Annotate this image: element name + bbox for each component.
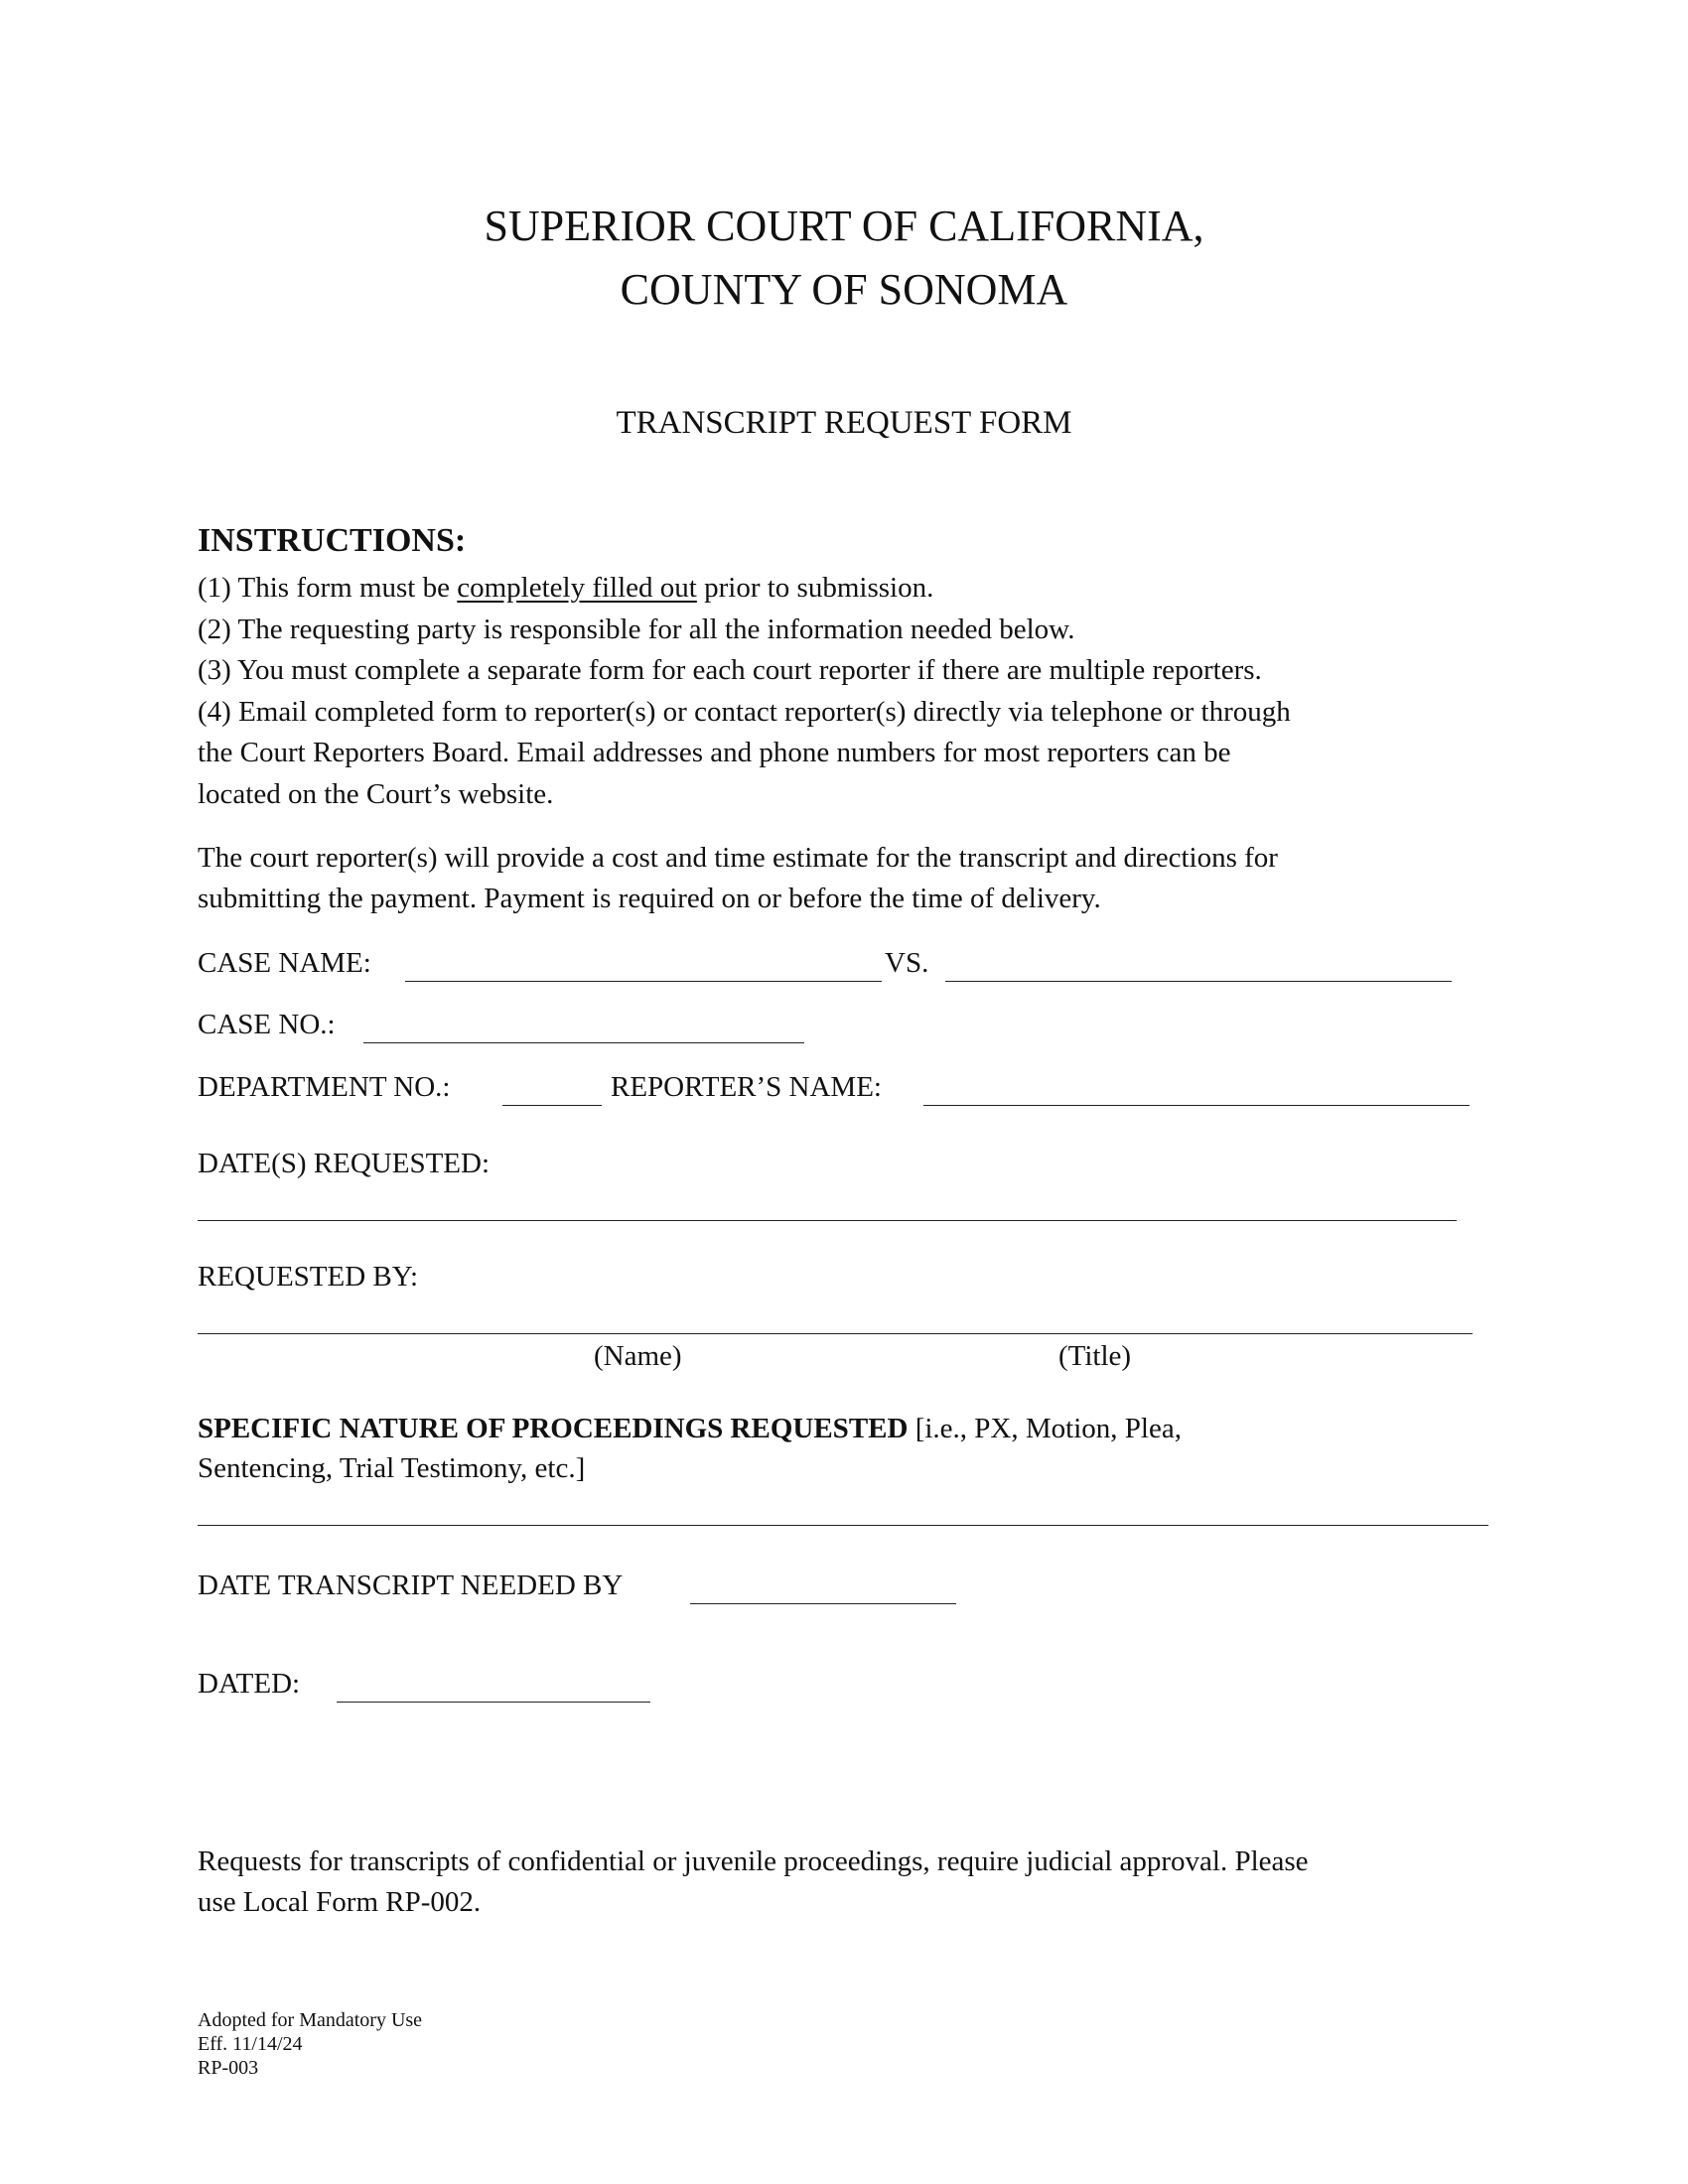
footer-effective-date: Eff. 11/14/24 [198,2033,303,2055]
date-needed-input[interactable] [690,1567,962,1600]
department-no-label: DEPARTMENT NO.: [198,1071,451,1103]
instruction-item-4-line1: (4) Email completed form to reporter(s) or contact reporter(s) directly via telephone or through [198,696,1291,728]
proceedings-label-bold: SPECIFIC NATURE OF PROCEEDINGS REQUESTED [198,1413,909,1444]
requested-by-label: REQUESTED BY: [198,1261,419,1293]
dates-requested-line [198,1220,1457,1221]
footer-form-number: RP-003 [198,2057,259,2079]
proceedings-label-line1 [198,1409,1182,1450]
instruction-item-2: (2) The requesting party is responsible for all the information needed below. [198,614,1075,645]
instruction-item-4-line3: located on the Court’s website. [198,778,554,810]
reporter-name-label: REPORTER’S NAME: [611,1071,882,1103]
vs-label: VS. [885,947,929,979]
dated-input[interactable] [337,1665,656,1699]
date-needed-label: DATE TRANSCRIPT NEEDED BY [198,1570,624,1601]
proceedings-line [198,1525,1488,1526]
instruction-item-1-pre: (1) This form must be [198,572,458,604]
vs-line [945,981,1452,982]
proceedings-label-rest: [i.e., PX, Motion, Plea, [908,1413,1182,1444]
case-name-label: CASE NAME: [198,947,371,979]
case-no-label: CASE NO.: [198,1009,336,1040]
requested-by-line [198,1333,1473,1334]
instruction-item-1 [198,568,933,610]
confidential-notice-line1: Requests for transcripts of confidential or juvenile proceedings, require judicial approval. Please [198,1845,1309,1877]
department-no-line [502,1105,602,1106]
confidential-notice-line2: use Local Form RP-002. [198,1886,482,1918]
case-name-input[interactable] [405,944,888,978]
vs-input[interactable] [945,944,1458,978]
reporter-name-input[interactable] [923,1068,1476,1102]
footer-adopted: Adopted for Mandatory Use [198,2009,423,2031]
court-name-line1: SUPERIOR COURT OF CALIFORNIA, [484,202,1204,250]
instructions-heading: INSTRUCTIONS: [198,522,467,559]
instruction-item-4-line2: the Court Reporters Board. Email addresses and phone numbers for most reporters can be [198,737,1231,768]
dated-label: DATED: [198,1668,301,1700]
case-name-line [405,981,882,982]
department-no-input[interactable] [502,1068,608,1102]
reporter-name-line [923,1105,1470,1106]
proceedings-input[interactable] [198,1488,1494,1522]
court-name-line2: COUNTY OF SONOMA [620,265,1068,314]
title-caption: (Title) [1058,1340,1132,1372]
instruction-item-1-underlined: completely filled out [457,572,697,604]
proceedings-label-line2: Sentencing, Trial Testimony, etc.] [198,1452,586,1484]
requested-by-input[interactable] [198,1297,1478,1330]
estimate-text-line1: The court reporter(s) will provide a cost and time estimate for the transcript and directions for [198,842,1278,874]
form-title: TRANSCRIPT REQUEST FORM [616,405,1072,441]
estimate-text-line2: submitting the payment. Payment is required on or before the time of delivery. [198,883,1101,914]
dates-requested-label: DATE(S) REQUESTED: [198,1148,491,1179]
dates-requested-input[interactable] [198,1183,1463,1217]
dated-line [337,1702,650,1703]
case-no-line [363,1042,804,1043]
name-caption: (Name) [594,1340,682,1372]
instruction-item-3: (3) You must complete a separate form for each court reporter if there are multiple reporters. [198,654,1262,686]
case-no-input[interactable] [363,1006,810,1039]
instruction-item-1-post: prior to submission. [696,572,934,604]
date-needed-line [690,1603,956,1604]
